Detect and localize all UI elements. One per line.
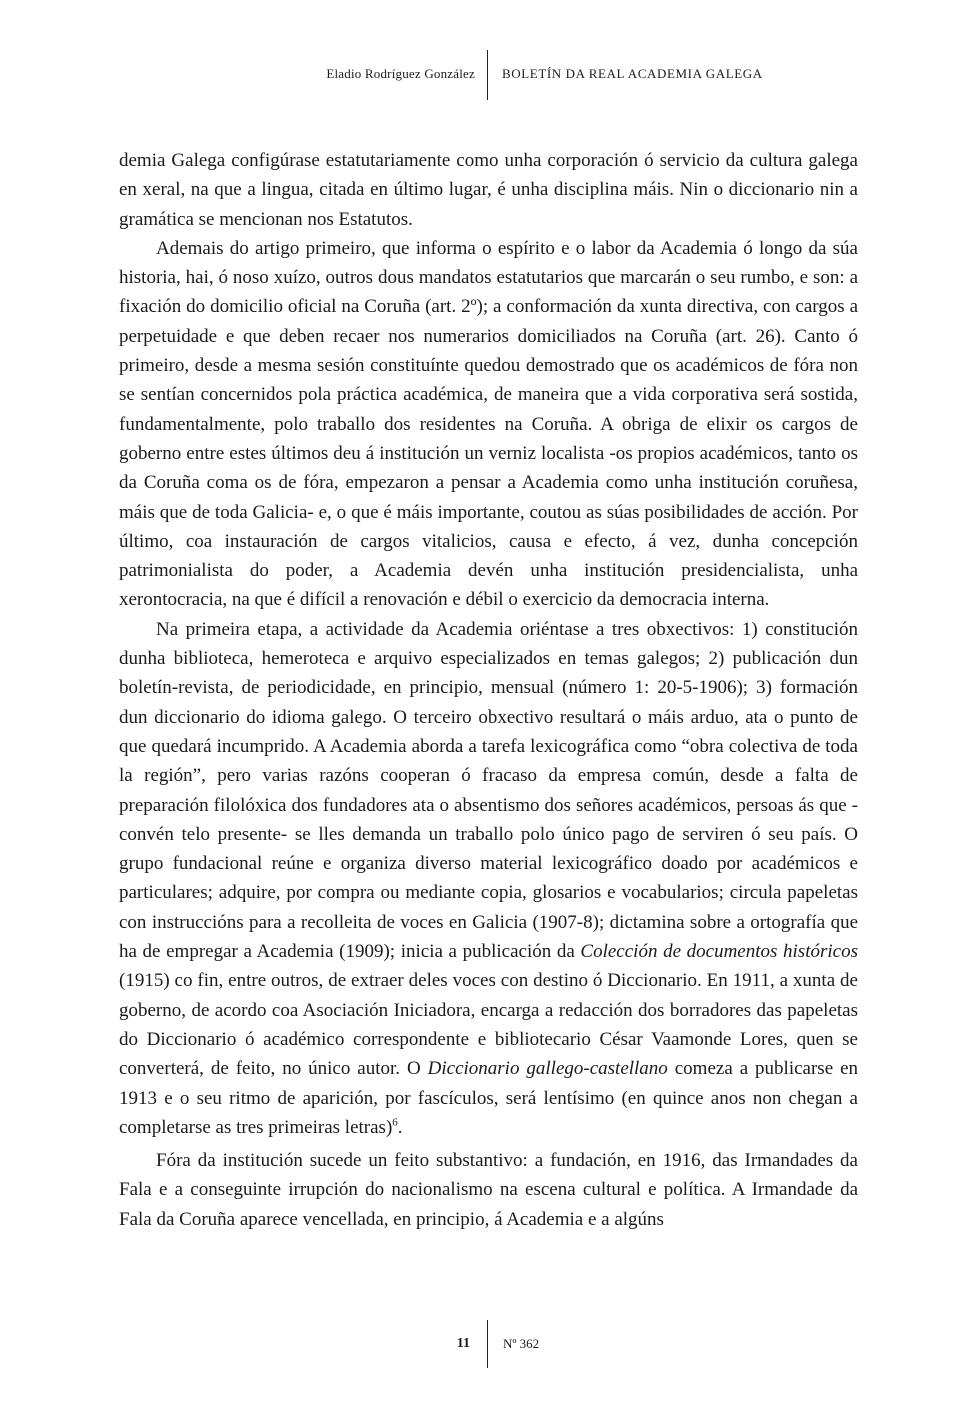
paragraph-1: demia Galega configúrase estatutariamente como unha corporación ó servicio da cultura galega en xeral, na que a lingua, citada en último lugar, é unha disciplina máis. Nin o diccionario nin a gramática se mencionan nos Estatutos. [119,150,858,230]
header-journal-title: BOLETÍN DA REAL ACADEMIA GALEGA [502,66,763,81]
paragraph-3-text-c: comeza a publicarse en 1913 e o seu ritmo de aparición, por fascículos, será lentísimo (en quince anos non chegan a completarse as tres primeiras letras) [119,1058,859,1138]
issue-number: Nº 362 [503,1336,540,1351]
paragraph-4: Fóra da institución sucede un feito substantivo: a fundación, en 1916, das Irmandades da Fala e a conseguinte irrupción do nacionalismo na escena cultural e política. A Irmandade da Fala da Coruña aparece vencellada, en principio, á Academia e a algúns [119,1150,858,1230]
paragraph-3-text-a: Na primeira etapa, a actividade da Academia oriéntase a tres obxectivos: 1) constitución dunha biblioteca, hemeroteca e arquivo especializados en temas galegos; 2) publicación dun boletín-revista, de periodicidade, en principio, mensual (número 1: 20-5-1906); 3) formación dun diccionario do idioma galego. O terceiro obxectivo resultará o máis arduo, ata o punto de que quedará incumprido. A Academia aborda a tarefa lexicográfica como “obra colectiva de toda la región”, pero varias razóns cooperan ó fracaso da empresa común, desde a falta de preparación filolóxica dos fundadores ata o absentismo dos señores académicos, persoas ás que -convén telo presente- se lles demanda un traballo polo único pago de serviren ó seu país. O grupo fundacional reúne e organiza diverso material lexicográfico doado por académicos e particulares; adquire, por compra ou mediante copia, glosarios e vocabularios; circula papeletas con instruccións para a recolleita de voces en Galicia (1907-8); dictamina sobre a ortografía que ha de empregar a Academia (1909); inicia a publicación da [119,618,858,963]
italic-title-coleccion: Colección de documentos históricos [580,941,858,963]
italic-title-diccionario: Diccionario gallego-castellano [427,1058,668,1080]
footnote-reference[interactable]: 6 [392,1116,398,1129]
paragraph-3 [119,615,858,1142]
page-footer [0,1320,975,1368]
paragraph-3-text-b: (1915) co fin, entre outros, de extraer deles voces con destino ó Diccionario. En 1911, a xunta de goberno, de acordo coa Asociación Iniciadora, encarga a redacción dos borradores das papeletas do Diccionario ó académico correspondente e bibliotecario César Vaamonde Lores, quen se converterá, de feito, no único autor. O [119,970,858,1080]
paragraph-3-end: . [397,1116,403,1138]
header-author: Eladio Rodríguez González [326,66,475,81]
page-number: 11 [456,1336,470,1351]
paragraph-2: Ademais do artigo primeiro, que informa o espírito e o labor da Academia ó longo da súa historia, hai, ó noso xuízo, outros dous mandatos estatutarios que marcarán o seu rumbo, e son: a fixación do domicilio oficial na Coruña (art. 2º); a conformación da xunta directiva, con cargos a perpetuidade e que deben recaer nos numerarios domiciliados na Coruña (art. 26). Canto ó primeiro, desde a mesma sesión constituínte quedou demostrado que os académicos de fóra non se sentían concernidos pola práctica académica, de maneira que a vida corporativa será sostida, fundamentalmente, polo traballo dos residentes na Coruña. A obriga de elixir os cargos de goberno entre estes últimos deu á institución un verniz localista -os propios académicos, tanto os da Coruña coma os de fóra, empezaron a pensar a Academia como unha institución coruñesa, máis que de toda Galicia- e, o que é máis importante, coutou as súas posibilidades de acción. Por último, coa instauración de cargos vitalicios, causa e efecto, á vez, dunha concepción patrimonialista do poder, a Academia devén unha institución presidencialista, unha xerontocracia, na que é difícil a renovación e débil o exercicio da democracia interna. [119,237,858,611]
article-body [119,146,858,1234]
header-divider [487,50,488,100]
